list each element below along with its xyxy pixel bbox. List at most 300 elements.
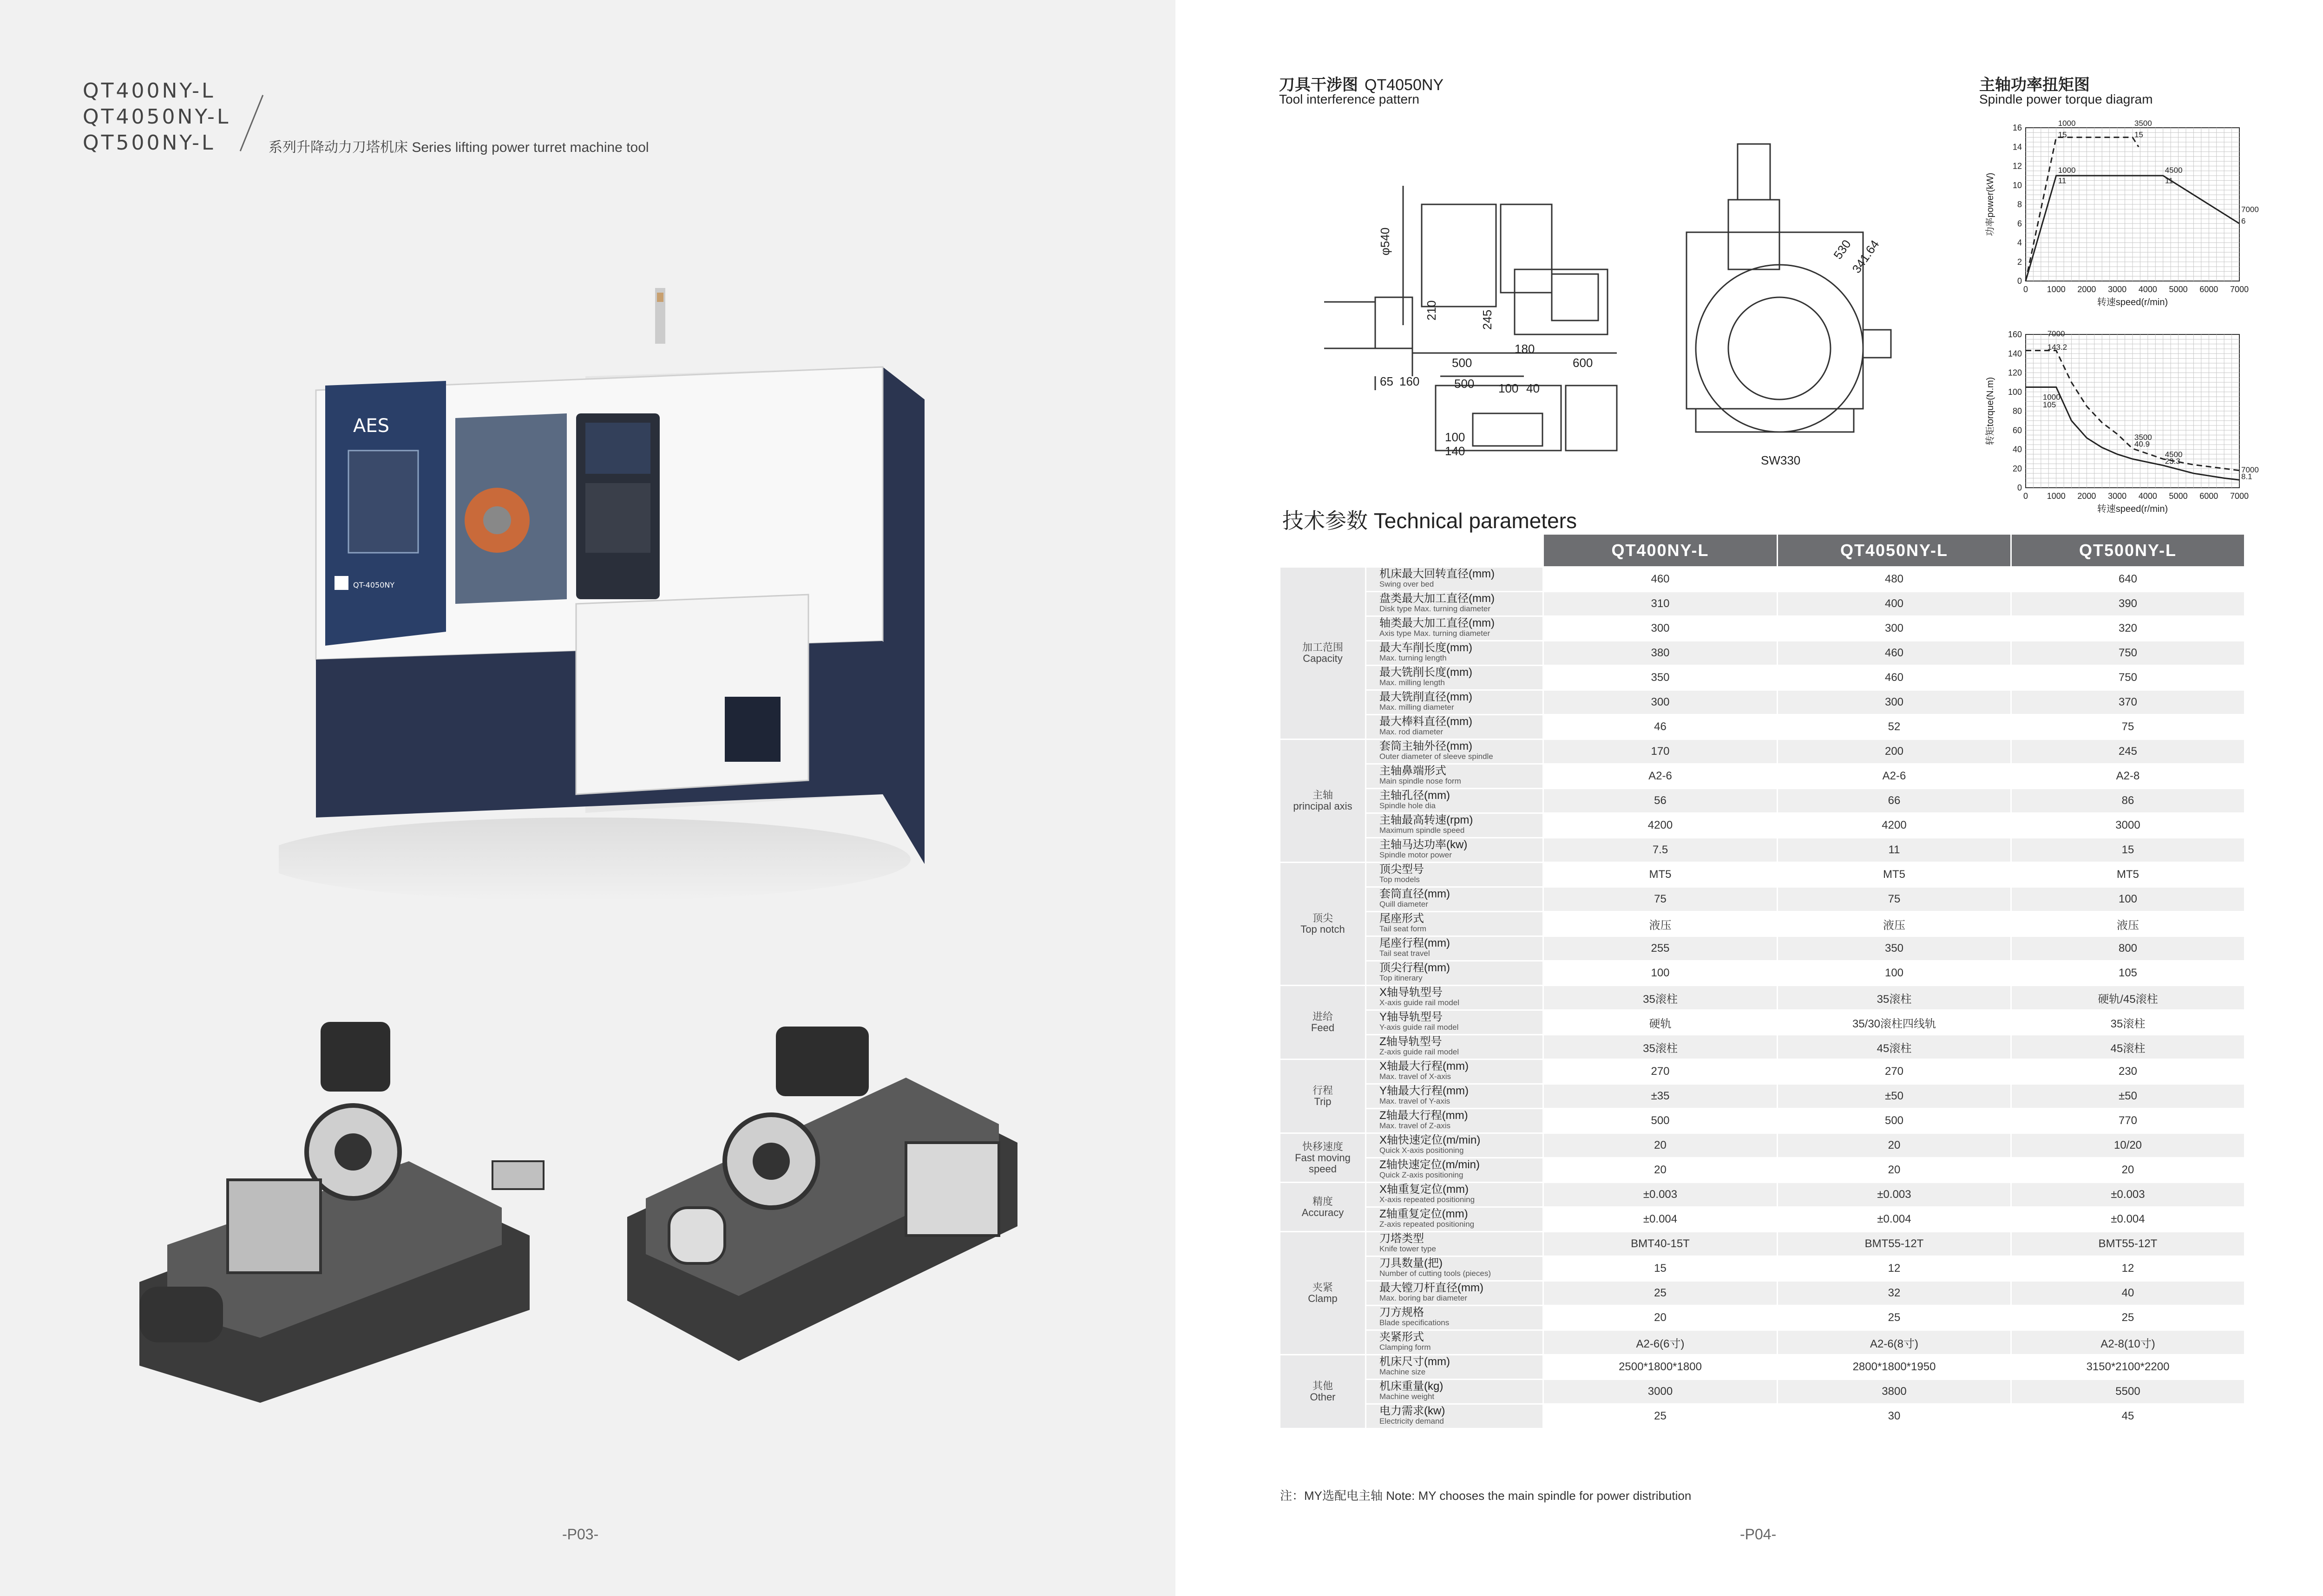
param-name-zh: Z轴导轨型号	[1379, 1035, 1442, 1048]
value-cell: 40	[2011, 1281, 2245, 1306]
param-name-zh: 最大车削长度(mm)	[1379, 641, 1472, 654]
param-name-en: X-axis repeated positioning	[1379, 1195, 1475, 1204]
value-cell: ±0.003	[2011, 1183, 2245, 1207]
param-name-zh: X轴重复定位(mm)	[1379, 1183, 1469, 1196]
value-cell: ±0.003	[1543, 1183, 1778, 1207]
value-cell: 2500*1800*1800	[1543, 1355, 1778, 1380]
value-cell: 75	[2011, 715, 2245, 739]
spec-row	[1280, 715, 2245, 739]
param-cell	[1366, 912, 1543, 936]
category-en: Clamp	[1308, 1293, 1338, 1304]
param-cell	[1366, 1380, 1543, 1404]
value-cell: MT5	[1778, 863, 2011, 887]
dim-label: 245	[1480, 309, 1494, 330]
param-name-zh: 刀具数量(把)	[1379, 1257, 1443, 1269]
value-cell: 15	[2011, 838, 2245, 863]
param-name-en: Max. rod diameter	[1379, 727, 1443, 736]
param-cell	[1366, 1084, 1543, 1109]
spec-row	[1280, 1035, 2245, 1060]
param-name-en: Spindle motor power	[1379, 850, 1452, 859]
x-axis-label: 转速speed(r/min)	[2097, 297, 2168, 307]
value-cell: 15	[1543, 1256, 1778, 1281]
param-name-zh: 机床尺寸(mm)	[1379, 1355, 1450, 1368]
param-name-en: Max. travel of Z-axis	[1379, 1121, 1451, 1130]
value-cell: BMT40-15T	[1543, 1232, 1778, 1256]
data-label: 6	[2241, 216, 2246, 226]
inner-structure-right	[618, 1022, 1083, 1440]
category-en: Trip	[1314, 1096, 1332, 1107]
value-cell: 硬轨/45滚柱	[2011, 986, 2245, 1010]
param-name-zh: 尾座形式	[1379, 912, 1424, 925]
spec-row	[1280, 1010, 2245, 1035]
param-cell	[1366, 690, 1543, 715]
value-cell: A2-8(10寸)	[2011, 1330, 2245, 1355]
spec-row	[1280, 986, 2245, 1010]
value-cell: 52	[1778, 715, 2011, 739]
dim-label: 65	[1380, 374, 1393, 388]
y-tick-label: 140	[2008, 349, 2022, 359]
param-name-en: Number of cutting tools (pieces)	[1379, 1269, 1491, 1278]
value-cell: 300	[1778, 690, 2011, 715]
param-name-en: Maximum spindle speed	[1379, 826, 1465, 835]
spec-row	[1280, 641, 2245, 666]
dim-label: 40	[1526, 381, 1540, 395]
data-label: 23.3	[2165, 457, 2180, 466]
value-cell: 35滚柱	[1543, 1035, 1778, 1060]
dim-label: 100	[1445, 430, 1465, 444]
model-name: QT4050NY-L	[83, 105, 231, 129]
value-cell: 460	[1778, 666, 2011, 690]
param-cell	[1366, 1306, 1543, 1330]
category-en: Accuracy	[1301, 1206, 1344, 1218]
spec-row	[1280, 1380, 2245, 1404]
y-tick-label: 8	[2017, 200, 2022, 209]
y-tick-label: 2	[2017, 257, 2022, 267]
param-name-en: Machine weight	[1379, 1392, 1435, 1401]
spec-row	[1280, 961, 2245, 986]
param-cell	[1366, 739, 1543, 764]
category-cell	[1280, 1060, 1366, 1133]
category-zh: 其他	[1312, 1380, 1333, 1392]
category-en: Feed	[1311, 1022, 1335, 1033]
value-cell: ±50	[2011, 1084, 2245, 1109]
param-name-en: Machine size	[1379, 1367, 1426, 1376]
value-cell: 56	[1543, 789, 1778, 813]
value-cell: 500	[1778, 1109, 2011, 1133]
param-cell	[1366, 986, 1543, 1010]
x-tick-label: 0	[2023, 285, 2028, 294]
value-cell: BMT55-12T	[1778, 1232, 2011, 1256]
param-name-en: Spindle hole dia	[1379, 801, 1436, 810]
param-name-zh: Z轴快速定位(m/min)	[1379, 1158, 1480, 1171]
param-cell	[1366, 1207, 1543, 1232]
param-cell	[1366, 1109, 1543, 1133]
value-cell: 230	[2011, 1060, 2245, 1084]
data-label: 1000	[2042, 392, 2061, 402]
category-zh: 顶尖	[1312, 912, 1333, 924]
value-cell: MT5	[1543, 863, 1778, 887]
param-name-en: Max. turning length	[1379, 654, 1447, 662]
category-en: Top notch	[1300, 923, 1345, 935]
param-cell	[1366, 863, 1543, 887]
x-tick-label: 3000	[2108, 285, 2127, 294]
model-name: QT500NY-L	[83, 131, 216, 155]
value-cell: ±50	[1778, 1084, 2011, 1109]
param-name-en: Top models	[1379, 875, 1420, 884]
param-name-zh: X轴导轨型号	[1379, 986, 1443, 999]
x-tick-label: 6000	[2199, 285, 2218, 294]
data-label: 40.9	[2134, 439, 2150, 449]
category-cell	[1280, 863, 1366, 986]
category-en: principal axis	[1293, 800, 1352, 812]
category-en: Other	[1310, 1391, 1336, 1403]
category-cell	[1280, 1232, 1366, 1355]
y-tick-label: 80	[2012, 406, 2022, 416]
param-name-en: Tail seat travel	[1379, 949, 1430, 958]
value-cell: 500	[1543, 1109, 1778, 1133]
spec-row	[1280, 936, 2245, 961]
torque-subtitle: Spindle power torque diagram	[1979, 92, 2153, 106]
value-cell: 10/20	[2011, 1133, 2245, 1158]
param-name-zh: 机床重量(kg)	[1379, 1380, 1444, 1393]
value-cell: 380	[1543, 641, 1778, 666]
value-cell: A2-6(6寸)	[1543, 1330, 1778, 1355]
param-name-en: Z-axis guide rail model	[1379, 1047, 1459, 1056]
x-tick-label: 5000	[2169, 491, 2188, 501]
category-zh: 加工范围	[1302, 641, 1343, 653]
value-cell: BMT55-12T	[2011, 1232, 2245, 1256]
param-name-zh: 电力需求(kw)	[1379, 1405, 1445, 1417]
data-label: 7000	[2241, 465, 2259, 474]
y-tick-label: 60	[2012, 425, 2022, 435]
spec-row	[1280, 666, 2245, 690]
param-cell	[1366, 838, 1543, 863]
param-name-zh: Z轴重复定位(mm)	[1379, 1208, 1468, 1220]
param-cell	[1366, 592, 1543, 616]
value-cell: ±0.004	[1778, 1207, 2011, 1232]
param-name-zh: 最大镗刀杆直径(mm)	[1379, 1282, 1483, 1294]
y-tick-label: 20	[2012, 464, 2022, 473]
spec-row	[1280, 690, 2245, 715]
param-name-zh: 套筒直径(mm)	[1379, 888, 1450, 900]
header-blank	[1366, 534, 1543, 567]
spec-row	[1280, 1084, 2245, 1109]
dim-label: 210	[1424, 300, 1438, 321]
interference-drawing	[1319, 135, 1905, 474]
y-tick-label: 100	[2008, 387, 2022, 397]
value-cell: 105	[2011, 961, 2245, 986]
value-cell: 20	[1778, 1158, 2011, 1183]
category-cell	[1280, 1133, 1366, 1183]
param-name-zh: 主轴鼻端形式	[1379, 765, 1446, 777]
spec-row	[1280, 1404, 2245, 1429]
param-name-en: Tail seat form	[1379, 924, 1427, 933]
param-name-zh: 刀塔类型	[1379, 1232, 1424, 1245]
y-tick-label: 14	[2012, 142, 2022, 152]
value-cell: 350	[1543, 666, 1778, 690]
param-name-zh: 盘类最大加工直径(mm)	[1379, 592, 1495, 605]
x-tick-label: 4000	[2138, 491, 2157, 501]
value-cell: 800	[2011, 936, 2245, 961]
value-cell: 480	[1778, 567, 2011, 592]
value-cell: ±0.003	[1778, 1183, 2011, 1207]
y-tick-label: 4	[2017, 238, 2022, 248]
spec-row	[1280, 592, 2245, 616]
y-axis-label: 功率power(kW)	[1985, 172, 1995, 236]
value-cell: 45	[2011, 1404, 2245, 1429]
param-cell	[1366, 1060, 1543, 1084]
param-name-en: Max. boring bar diameter	[1379, 1294, 1467, 1302]
spec-table	[1279, 533, 2245, 1429]
param-name-en: Electricity demand	[1379, 1417, 1444, 1426]
spec-row	[1280, 838, 2245, 863]
value-cell: 液压	[1543, 912, 1778, 936]
data-label: 1000	[2058, 165, 2076, 175]
param-name-zh: 机床最大回转直径(mm)	[1379, 568, 1495, 580]
inner-structure-left	[112, 985, 576, 1403]
data-label: 7000	[2047, 329, 2065, 339]
param-name-en: Z-axis repeated positioning	[1379, 1220, 1475, 1229]
param-name-zh: 最大棒料直径(mm)	[1379, 715, 1472, 728]
dim-label: 180	[1515, 342, 1535, 356]
header-blank	[1280, 534, 1366, 567]
dim-label: 600	[1573, 356, 1593, 370]
param-name-en: Quick Z-axis positioning	[1379, 1171, 1463, 1179]
value-cell: A2-6	[1778, 764, 2011, 789]
value-cell: 320	[2011, 616, 2245, 641]
value-cell: 75	[1778, 887, 2011, 912]
y-tick-label: 10	[2012, 180, 2022, 190]
spec-row	[1280, 1256, 2245, 1281]
spec-row	[1280, 764, 2245, 789]
param-cell	[1366, 616, 1543, 641]
param-cell	[1366, 1355, 1543, 1380]
value-cell: 3150*2100*2200	[2011, 1355, 2245, 1380]
category-en: Capacity	[1303, 653, 1343, 664]
torque-title: 主轴功率扭矩图	[1979, 76, 2090, 94]
value-cell: A2-6(8寸)	[1778, 1330, 2011, 1355]
data-label: 4500	[2165, 450, 2183, 459]
value-cell: 45滚柱	[2011, 1035, 2245, 1060]
param-name-en: Axis type Max. turning diameter	[1379, 629, 1490, 638]
spec-row	[1280, 616, 2245, 641]
value-cell: A2-8	[2011, 764, 2245, 789]
param-name-zh: Z轴最大行程(mm)	[1379, 1109, 1468, 1122]
param-cell	[1366, 936, 1543, 961]
category-en: Fast moving speed	[1295, 1151, 1351, 1175]
footnote: 注：MY选配电主轴 Note: MY chooses the main spindle for power distribution	[1280, 1489, 1692, 1503]
category-zh: 快移速度	[1302, 1140, 1343, 1152]
value-cell: 100	[1543, 961, 1778, 986]
value-cell: 20	[1543, 1306, 1778, 1330]
model-list	[83, 78, 230, 156]
param-name-en: Quill diameter	[1379, 900, 1428, 909]
spec-row	[1280, 1207, 2245, 1232]
param-cell	[1366, 1133, 1543, 1158]
header-model: QT500NY-L	[2011, 534, 2245, 567]
machine-label: QT-4050NY	[353, 581, 395, 589]
data-label: 4500	[2165, 165, 2183, 175]
param-cell	[1366, 764, 1543, 789]
param-name-zh: 夹紧形式	[1379, 1331, 1424, 1343]
value-cell: 300	[1778, 616, 2011, 641]
category-zh: 夹紧	[1312, 1282, 1333, 1293]
value-cell: A2-6	[1543, 764, 1778, 789]
data-label: 143.2	[2047, 343, 2067, 352]
param-name-en: Max. travel of X-axis	[1379, 1072, 1451, 1081]
value-cell: 3000	[2011, 813, 2245, 838]
param-name-en: Max. milling diameter	[1379, 703, 1454, 712]
spec-row	[1280, 912, 2245, 936]
value-cell: 750	[2011, 666, 2245, 690]
param-name-zh: 刀方规格	[1379, 1306, 1424, 1319]
x-tick-label: 7000	[2230, 285, 2249, 294]
machine-illustration	[279, 279, 929, 929]
param-name-en: Blade specifications	[1379, 1318, 1450, 1327]
spec-row	[1280, 789, 2245, 813]
value-cell: 245	[2011, 739, 2245, 764]
x-tick-label: 2000	[2077, 491, 2096, 501]
header-model: QT400NY-L	[1543, 534, 1778, 567]
spec-row	[1280, 1133, 2245, 1158]
value-cell: 390	[2011, 592, 2245, 616]
value-cell: 270	[1778, 1060, 2011, 1084]
y-tick-label: 40	[2012, 445, 2022, 454]
value-cell: 770	[2011, 1109, 2245, 1133]
category-cell	[1280, 739, 1366, 863]
value-cell: 11	[1778, 838, 2011, 863]
param-name-en: Top itinerary	[1379, 974, 1423, 982]
torque-chart	[1979, 321, 2277, 516]
value-cell: 46	[1543, 715, 1778, 739]
param-name-en: Knife tower type	[1379, 1244, 1436, 1253]
value-cell: 25	[2011, 1306, 2245, 1330]
value-cell: 750	[2011, 641, 2245, 666]
value-cell: 32	[1778, 1281, 2011, 1306]
data-label: 11	[2165, 176, 2173, 185]
category-zh: 精度	[1312, 1195, 1333, 1207]
y-tick-label: 0	[2017, 276, 2022, 286]
interference-model: QT4050NY	[1365, 76, 1444, 94]
x-tick-label: 0	[2023, 491, 2028, 501]
spec-row	[1280, 1060, 2245, 1084]
value-cell: 25	[1543, 1281, 1778, 1306]
param-name-zh: 主轴孔径(mm)	[1379, 789, 1450, 802]
value-cell: ±0.004	[2011, 1207, 2245, 1232]
value-cell: 460	[1778, 641, 2011, 666]
category-zh: 主轴	[1312, 789, 1333, 801]
dim-label: 530	[1831, 237, 1854, 262]
dim-label: 100	[1498, 381, 1519, 395]
spec-row	[1280, 1330, 2245, 1355]
param-cell	[1366, 1281, 1543, 1306]
value-cell: 370	[2011, 690, 2245, 715]
value-cell: 460	[1543, 567, 1778, 592]
data-label: 1000	[2058, 118, 2076, 128]
param-name-en: Swing over bed	[1379, 580, 1434, 589]
param-cell	[1366, 666, 1543, 690]
value-cell: 255	[1543, 936, 1778, 961]
interference-subtitle: Tool interference pattern	[1279, 92, 1419, 106]
value-cell: ±35	[1543, 1084, 1778, 1109]
value-cell: 2800*1800*1950	[1778, 1355, 2011, 1380]
model-name: QT400NY-L	[83, 79, 216, 103]
value-cell: 3800	[1778, 1380, 2011, 1404]
data-label: 3500	[2134, 432, 2152, 442]
x-tick-label: 1000	[2047, 491, 2066, 501]
spec-row	[1280, 863, 2245, 887]
param-name-zh: 顶尖行程(mm)	[1379, 962, 1450, 974]
param-name-zh: Y轴导轨型号	[1379, 1011, 1443, 1023]
category-zh: 行程	[1312, 1085, 1333, 1096]
spec-row	[1280, 1183, 2245, 1207]
data-label: 15	[2058, 130, 2067, 139]
page-number: -P04-	[1740, 1526, 1777, 1543]
value-cell: 35滚柱	[1543, 986, 1778, 1010]
value-cell: 25	[1543, 1404, 1778, 1429]
spec-row	[1280, 1306, 2245, 1330]
value-cell: 20	[2011, 1158, 2245, 1183]
param-name-en: Clamping form	[1379, 1343, 1431, 1352]
param-name-zh: Y轴最大行程(mm)	[1379, 1085, 1469, 1097]
param-cell	[1366, 641, 1543, 666]
data-label: 8.1	[2241, 472, 2252, 481]
value-cell: 640	[2011, 567, 2245, 592]
series-title: 系列升降动力刀塔机床 Series lifting power turret machine tool	[269, 140, 649, 155]
value-cell: MT5	[2011, 863, 2245, 887]
data-label: 15	[2134, 130, 2143, 139]
x-tick-label: 3000	[2108, 491, 2127, 501]
title-slash	[240, 95, 263, 151]
value-cell: 4200	[1543, 813, 1778, 838]
header-row	[1280, 534, 2245, 567]
interference-title	[1279, 72, 1444, 95]
param-name-en: Outer diameter of sleeve spindle	[1379, 752, 1493, 761]
x-tick-label: 5000	[2169, 285, 2188, 294]
x-tick-label: 4000	[2138, 285, 2157, 294]
value-cell: 4200	[1778, 813, 2011, 838]
y-tick-label: 12	[2012, 161, 2022, 171]
spec-row	[1280, 813, 2245, 838]
x-tick-label: 2000	[2077, 285, 2096, 294]
value-cell: 35滚柱	[1778, 986, 2011, 1010]
param-name-en: Disk type Max. turning diameter	[1379, 604, 1491, 613]
value-cell: 86	[2011, 789, 2245, 813]
spec-row	[1280, 887, 2245, 912]
param-cell	[1366, 1256, 1543, 1281]
param-name-zh: 轴类最大加工直径(mm)	[1379, 617, 1495, 629]
param-name-en: Max. milling length	[1379, 678, 1445, 687]
x-tick-label: 7000	[2230, 491, 2249, 501]
param-cell	[1366, 813, 1543, 838]
category-zh: 进给	[1312, 1011, 1333, 1022]
value-cell: 45滚柱	[1778, 1035, 2011, 1060]
power-chart	[1979, 114, 2277, 309]
data-label: 11	[2058, 176, 2067, 185]
value-cell: 7.5	[1543, 838, 1778, 863]
param-name-zh: 主轴马达功率(kw)	[1379, 838, 1468, 851]
value-cell: 20	[1543, 1158, 1778, 1183]
value-cell: 3000	[1543, 1380, 1778, 1404]
param-cell	[1366, 1035, 1543, 1060]
dim-label: 500	[1454, 377, 1475, 391]
dim-label: φ540	[1378, 227, 1392, 255]
param-name-zh: 主轴最高转速(rpm)	[1379, 814, 1473, 826]
value-cell: 300	[1543, 616, 1778, 641]
param-name-en: X-axis guide rail model	[1379, 998, 1459, 1007]
param-cell	[1366, 567, 1543, 592]
param-cell	[1366, 1158, 1543, 1183]
